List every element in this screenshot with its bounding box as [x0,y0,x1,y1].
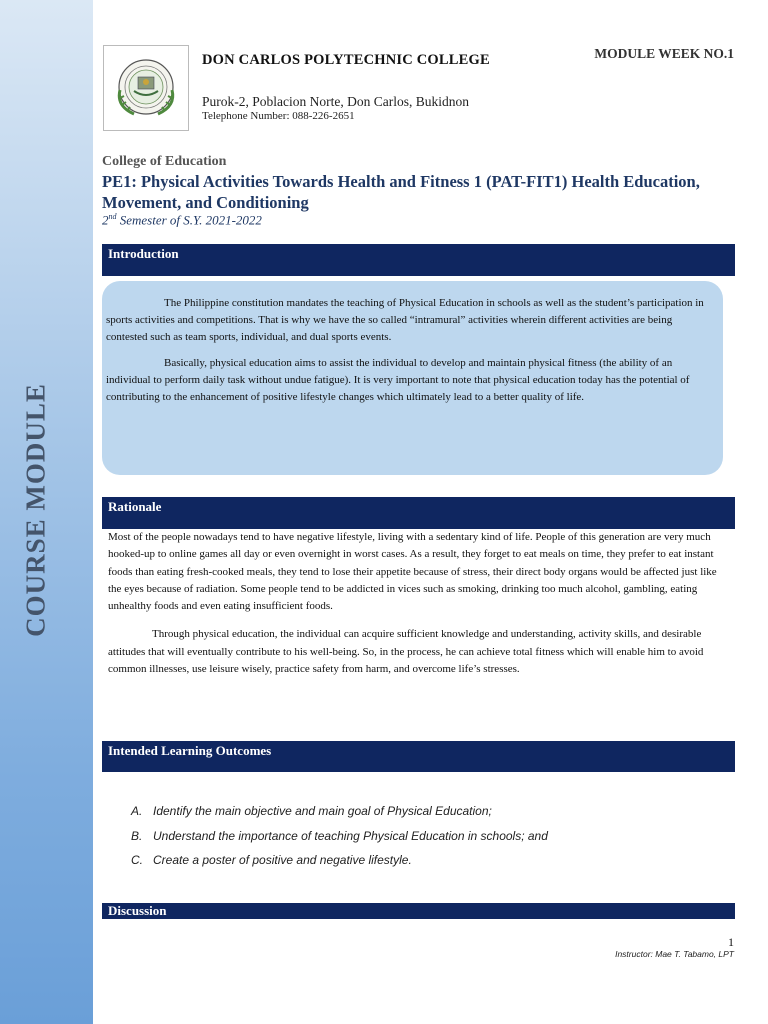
rationale-heading-bar [102,497,735,529]
list-item [131,804,711,829]
course-title: PE1: Physical Activities Towards Health and Fitness 1 (PAT-FIT1) Health Education, Movement, and Conditioning [102,172,700,212]
outcomes-heading: Intended Learning Outcomes [108,743,272,758]
outcome-text: Identify the main objective and main goal of Physical Education; [153,804,492,818]
discussion-heading-bar [102,903,735,919]
page-number: 1 [728,935,734,949]
telephone-number: Telephone Number: 088-226-2651 [202,110,355,122]
college-name: DON CARLOS POLYTECHNIC COLLEGE [202,52,490,68]
introduction-paragraph: Basically, physical education aims to assist the individual to develop and maintain physical fitness (the ability of an individual to perform daily task without undue fatigue). It is very important to note that physical education today has the potential of contributing to the enhancement of positive lifestyle changes which ultimately lead to a better quality of life. [106,357,690,403]
semester-ordinal: 2 [102,212,109,228]
module-week-label: MODULE WEEK NO.1 [594,46,734,61]
semester-rest: Semester of S.Y. 2021-2022 [116,212,262,228]
rationale-heading: Rationale [108,499,162,514]
list-item [131,853,711,878]
introduction-box [102,281,723,475]
instructor-name: Instructor: Mae T. Tabamo, LPT [615,949,734,959]
semester-suffix: nd [108,212,117,221]
rationale-paragraph: Most of the people nowadays tend to have negative lifestyle, living with a sedentary kind of life. People of this generation are very much hooked-up to online games all day or even overnight in worst cases. As a result, they forget to eat meals on time, they prefer to eat instant foods than eating fresh-cooked meals, they tend to lose their appetite because of stress, their direct body organs would be affected just like the eyes because of radiation. Some people tend to be addicted in vices such as smoking, drinking too much alcohol, gambling, eating unhealthy foods and even eating insufficient foods. [108,531,717,613]
outcome-letter: C. [131,853,143,867]
semester-line [102,212,262,228]
rationale-body [108,529,728,689]
outcome-letter: B. [131,828,143,843]
introduction-paragraph: The Philippine constitution mandates the teaching of Physical Education in schools as well as the student’s participation in sports activities and competitions. That is why we have the so called “intramural” activities wherein different activities are being contested such as team sports, individual, and dual sports events. [106,297,704,343]
outcomes-heading-bar [102,741,735,772]
outcome-letter: A. [131,804,143,818]
sidebar-label-text: COURSE MODULE [20,383,51,637]
rationale-paragraph: Through physical education, the individual can acquire sufficient knowledge and understanding, activity skills, and desirable attitudes that will eventually contribute to his well-being. So, in the process, he can achieve total fitness which will enable him to avoid common illnesses, use leisure wisely, practice safety from harm, and overcome life’s stresses. [108,628,704,676]
outcomes-list [131,804,711,878]
seal-icon [104,46,188,130]
introduction-heading: Introduction [108,246,179,261]
college-address: Purok-2, Poblacion Norte, Don Carlos, Bukidnon [202,94,469,109]
outcome-text: Understand the importance of teaching Physical Education in schools; and [153,828,548,843]
list-item [131,829,711,854]
outcome-text: Create a poster of positive and negative lifestyle. [153,853,412,867]
college-seal-logo [103,45,189,131]
sidebar-band [0,0,93,1024]
department-name: College of Education [102,154,227,169]
discussion-heading: Discussion [108,903,167,918]
introduction-heading-bar [102,244,735,276]
